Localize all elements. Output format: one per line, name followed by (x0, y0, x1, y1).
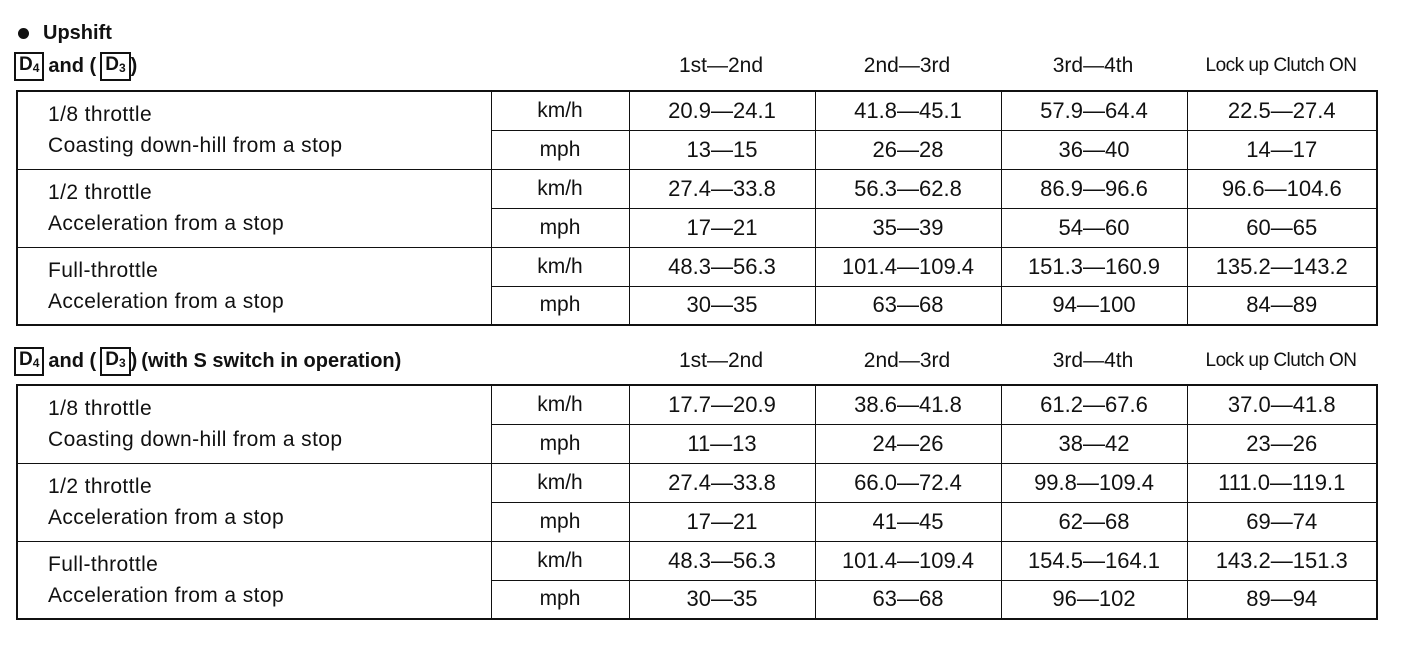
speed-kmh-cell: 22.5—27.4 (1187, 91, 1377, 130)
speed-kmh-cell: 86.9—96.6 (1001, 169, 1187, 208)
speed-mph-cell: 36—40 (1001, 130, 1187, 169)
col-header-1st-2nd: 1st—2nd (678, 54, 764, 77)
unit-kmh: km/h (491, 463, 629, 502)
speed-mph-cell: 69—74 (1187, 502, 1377, 541)
d4-sub: 4 (32, 355, 40, 370)
close-paren: ) (130, 54, 138, 77)
unit-mph: mph (491, 130, 629, 169)
upshift-table-1 (16, 90, 1378, 326)
speed-mph-cell: 30—35 (629, 580, 815, 619)
col-header-lockup: Lock up Clutch ON (1205, 55, 1357, 76)
unit-mph: mph (491, 286, 629, 325)
unit-mph: mph (491, 424, 629, 463)
condition-label: Acceleration from a stop (48, 212, 285, 235)
speed-kmh-cell: 143.2—151.3 (1187, 541, 1377, 580)
condition-label: Acceleration from a stop (48, 583, 285, 607)
d3-letter: D (105, 348, 119, 370)
speed-mph-cell: 94—100 (1001, 286, 1187, 325)
speed-kmh-cell: 41.8—45.1 (815, 91, 1001, 130)
table-row (17, 91, 1377, 130)
col-header-3rd-4th: 3rd—4th (1052, 54, 1134, 77)
condition-cell (17, 169, 491, 247)
speed-kmh-cell: 135.2—143.2 (1187, 247, 1377, 286)
throttle-label: 1/2 throttle (48, 181, 153, 204)
unit-mph: mph (491, 580, 629, 619)
speed-mph-cell: 23—26 (1187, 424, 1377, 463)
speed-kmh-cell: 27.4—33.8 (629, 463, 815, 502)
speed-mph-cell: 63—68 (815, 580, 1001, 619)
col-header-lockup: Lock up Clutch ON (1205, 350, 1357, 371)
speed-kmh-cell: 38.6—41.8 (815, 385, 1001, 424)
speed-mph-cell: 17—21 (629, 502, 815, 541)
condition-label: Acceleration from a stop (48, 506, 285, 529)
unit-kmh: km/h (491, 385, 629, 424)
d3-sub: 3 (118, 355, 126, 370)
speed-mph-cell: 41—45 (815, 502, 1001, 541)
condition-cell (17, 541, 491, 619)
section-title (18, 22, 112, 45)
unit-mph: mph (491, 208, 629, 247)
d4-box (14, 52, 44, 81)
d4-letter: D (19, 348, 33, 370)
throttle-label: 1/8 throttle (48, 103, 153, 127)
throttle-label: 1/8 throttle (48, 397, 153, 421)
speed-kmh-cell: 99.8—109.4 (1001, 463, 1187, 502)
table1-mode-label (14, 51, 137, 81)
condition-label: Coasting down-hill from a stop (48, 134, 343, 158)
speed-mph-cell: 62—68 (1001, 502, 1187, 541)
speed-mph-cell: 96—102 (1001, 580, 1187, 619)
speed-mph-cell: 26—28 (815, 130, 1001, 169)
speed-kmh-cell: 66.0—72.4 (815, 463, 1001, 502)
speed-mph-cell: 30—35 (629, 286, 815, 325)
speed-kmh-cell: 48.3—56.3 (629, 541, 815, 580)
speed-mph-cell: 38—42 (1001, 424, 1187, 463)
d3-sub: 3 (118, 60, 126, 75)
speed-kmh-cell: 96.6—104.6 (1187, 169, 1377, 208)
throttle-label: Full-throttle (48, 552, 159, 576)
upshift-table-2 (16, 384, 1378, 620)
speed-mph-cell: 89—94 (1187, 580, 1377, 619)
d3-box (100, 347, 130, 376)
speed-kmh-cell: 48.3—56.3 (629, 247, 815, 286)
bullet-icon (18, 28, 29, 39)
throttle-label: Full-throttle (48, 258, 159, 282)
unit-mph: mph (491, 502, 629, 541)
condition-cell (17, 247, 491, 325)
condition-cell (17, 463, 491, 541)
speed-mph-cell: 11—13 (629, 424, 815, 463)
col-header-2nd-3rd: 2nd—3rd (863, 54, 951, 77)
speed-kmh-cell: 56.3—62.8 (815, 169, 1001, 208)
speed-kmh-cell: 20.9—24.1 (629, 91, 815, 130)
unit-kmh: km/h (491, 247, 629, 286)
table-row (17, 169, 1377, 208)
speed-kmh-cell: 154.5—164.1 (1001, 541, 1187, 580)
s-switch-note: (with S switch in operation) (141, 349, 402, 372)
speed-mph-cell: 60—65 (1187, 208, 1377, 247)
speed-mph-cell: 14—17 (1187, 130, 1377, 169)
unit-kmh: km/h (491, 169, 629, 208)
condition-label: Coasting down-hill from a stop (48, 428, 343, 452)
d4-sub: 4 (32, 60, 40, 75)
d3-box (100, 52, 130, 81)
col-header-1st-2nd: 1st—2nd (678, 349, 764, 372)
close-paren: ) (130, 349, 138, 372)
table-row (17, 247, 1377, 286)
speed-kmh-cell: 111.0—119.1 (1187, 463, 1377, 502)
speed-kmh-cell: 17.7—20.9 (629, 385, 815, 424)
d3-letter: D (105, 53, 119, 75)
throttle-label: 1/2 throttle (48, 475, 153, 498)
table-row (17, 541, 1377, 580)
col-header-2nd-3rd: 2nd—3rd (863, 349, 951, 372)
speed-mph-cell: 24—26 (815, 424, 1001, 463)
speed-mph-cell: 54—60 (1001, 208, 1187, 247)
speed-kmh-cell: 27.4—33.8 (629, 169, 815, 208)
d4-letter: D (19, 53, 33, 75)
speed-kmh-cell: 101.4—109.4 (815, 247, 1001, 286)
table-row (17, 463, 1377, 502)
unit-kmh: km/h (491, 541, 629, 580)
section-title-text: Upshift (43, 22, 112, 44)
table2-mode-label (14, 346, 405, 376)
table-row (17, 385, 1377, 424)
speed-mph-cell: 63—68 (815, 286, 1001, 325)
speed-kmh-cell: 101.4—109.4 (815, 541, 1001, 580)
speed-mph-cell: 84—89 (1187, 286, 1377, 325)
speed-kmh-cell: 37.0—41.8 (1187, 385, 1377, 424)
unit-kmh: km/h (491, 91, 629, 130)
condition-label: Acceleration from a stop (48, 289, 285, 313)
speed-mph-cell: 17—21 (629, 208, 815, 247)
and-text: and ( (48, 349, 97, 372)
speed-kmh-cell: 57.9—64.4 (1001, 91, 1187, 130)
d4-box (14, 347, 44, 376)
condition-cell (17, 91, 491, 169)
speed-mph-cell: 35—39 (815, 208, 1001, 247)
speed-kmh-cell: 61.2—67.6 (1001, 385, 1187, 424)
col-header-3rd-4th: 3rd—4th (1052, 349, 1134, 372)
speed-kmh-cell: 151.3—160.9 (1001, 247, 1187, 286)
condition-cell (17, 385, 491, 463)
speed-mph-cell: 13—15 (629, 130, 815, 169)
and-text: and ( (48, 54, 97, 77)
